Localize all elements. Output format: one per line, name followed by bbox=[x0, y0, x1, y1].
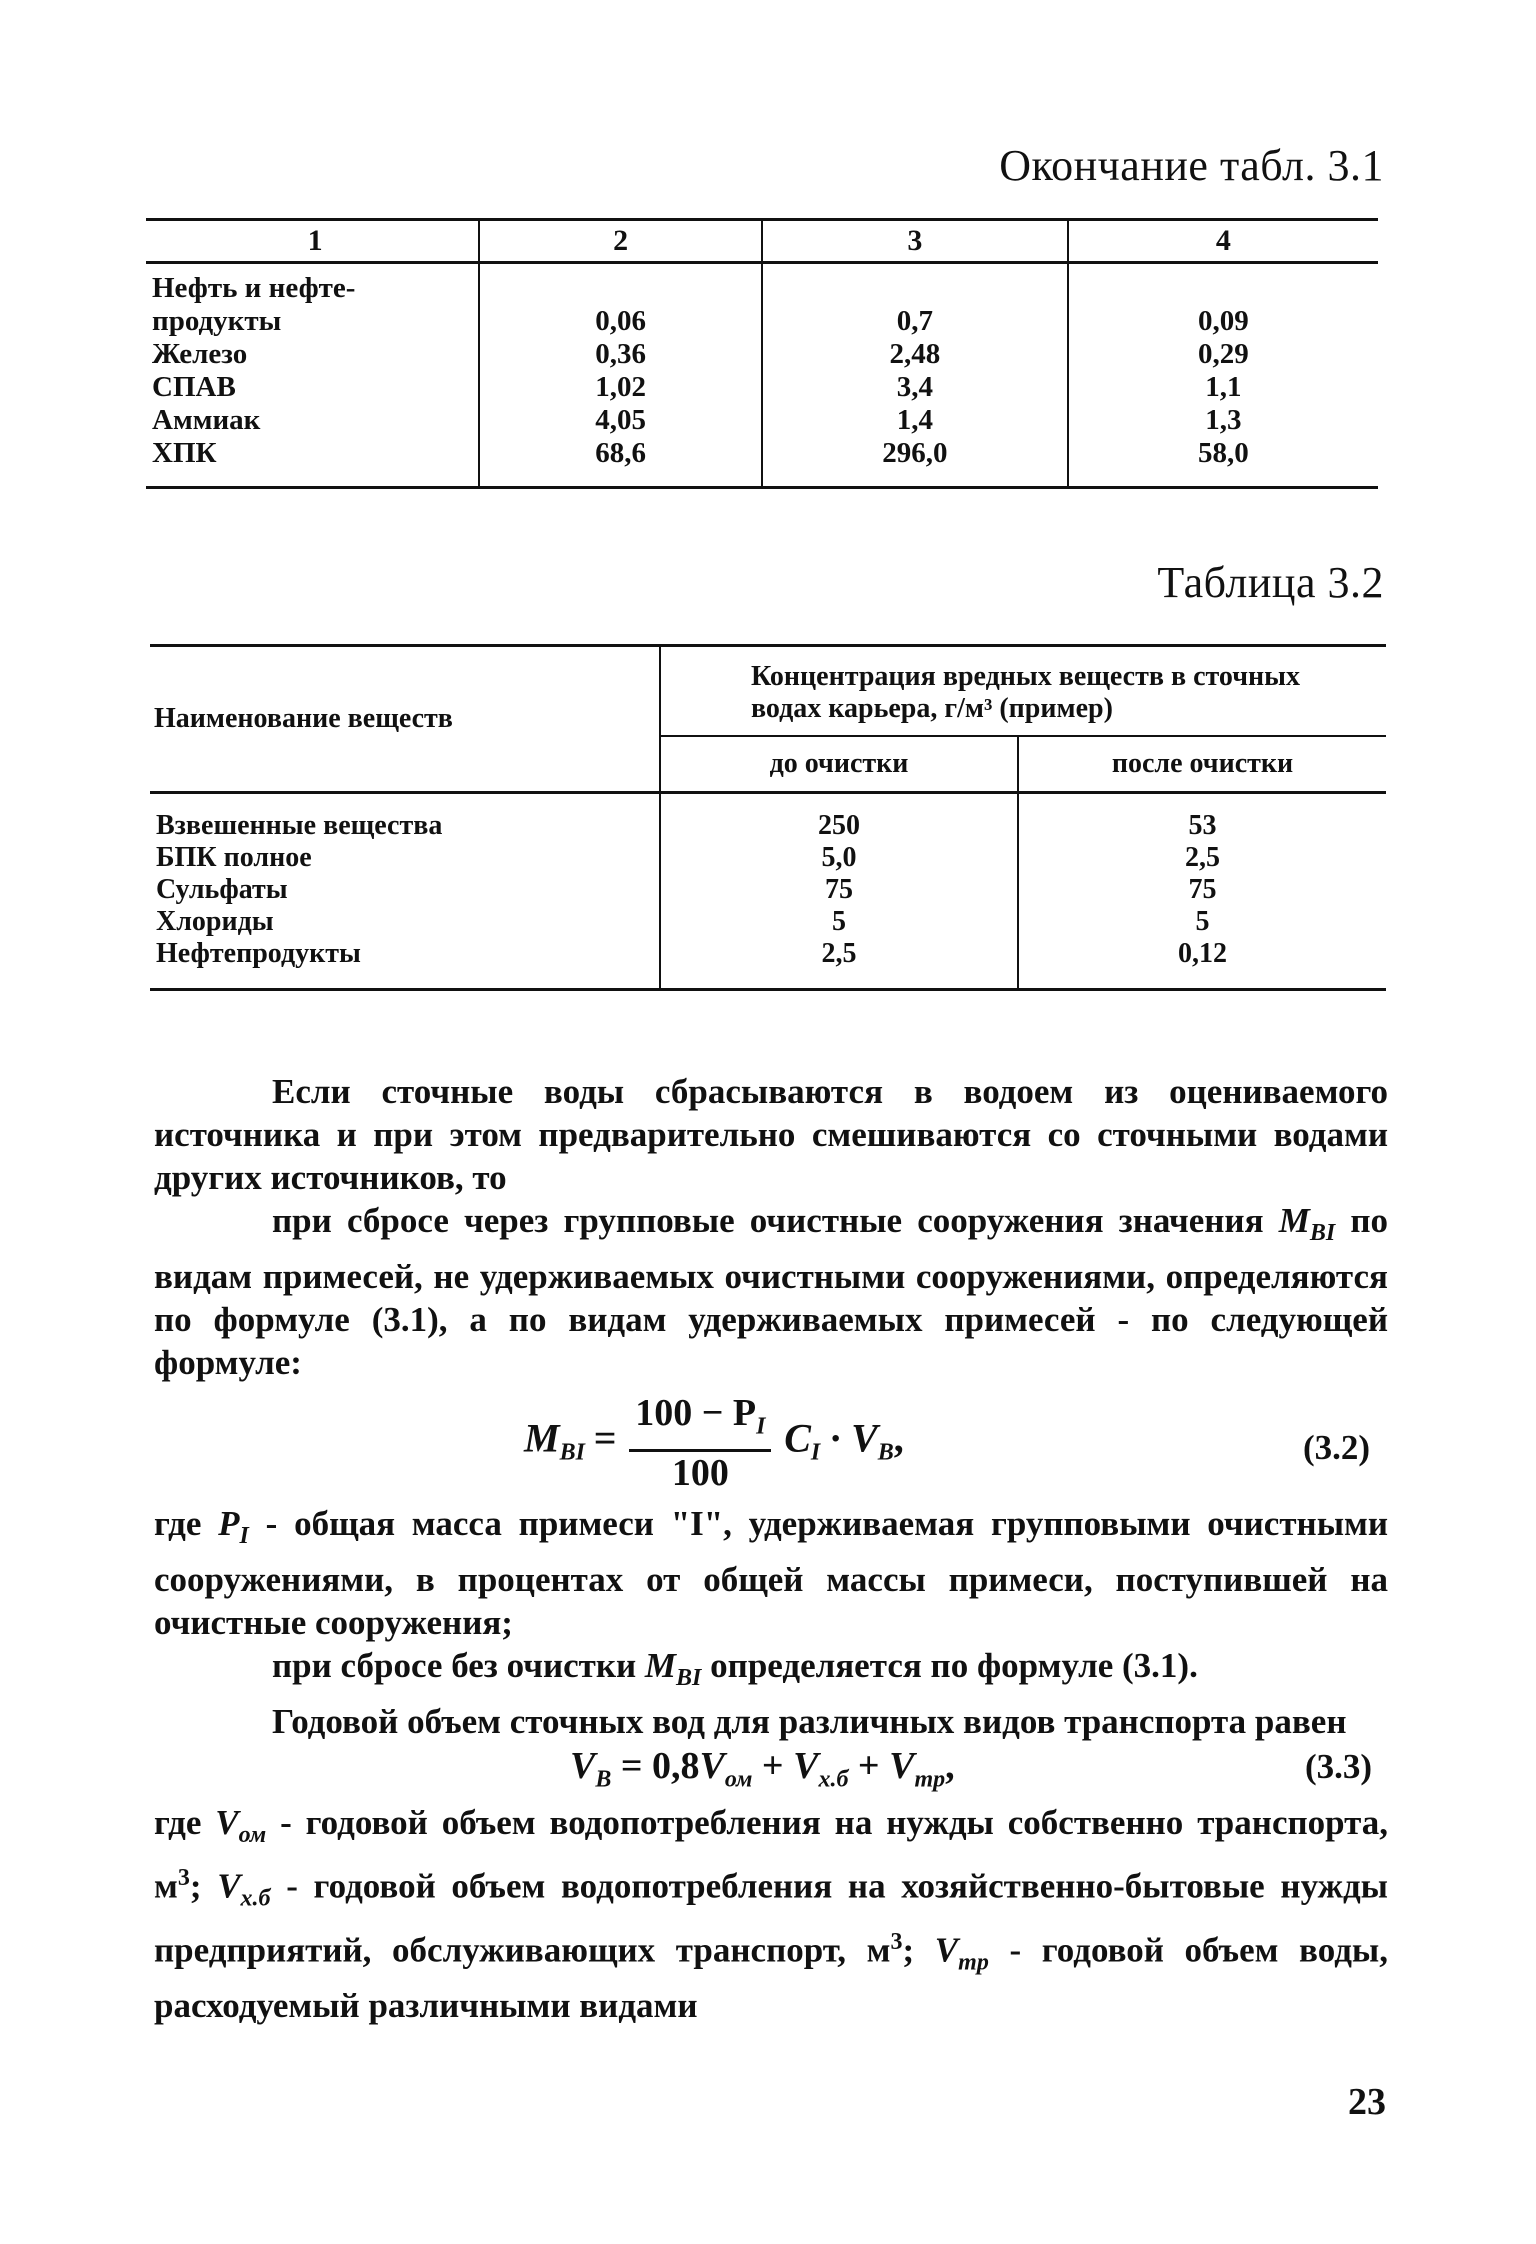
header-after-treatment: после очистки bbox=[1018, 736, 1386, 793]
equation-number: (3.3) bbox=[1304, 1747, 1372, 1786]
formula-3-2 bbox=[154, 1386, 1388, 1496]
column-3-values: 0,7 2,48 3,4 1,4 296,0 bbox=[762, 263, 1068, 488]
paragraph: Если сточные воды сбрасываются в водоем из оцениваемого источника и при этом предварительно смешиваются со сточными водами других источников, то bbox=[154, 1072, 1388, 1197]
body-text bbox=[154, 1070, 1388, 2027]
header-before-treatment: до очистки bbox=[660, 736, 1018, 793]
column-2-values: 0,06 0,36 1,02 4,05 68,6 bbox=[479, 263, 762, 488]
equation-number: (3.2) bbox=[1302, 1428, 1370, 1467]
paragraph: при сбросе без очистки $M_{BI}$ определяется по формуле (3.1). bbox=[272, 1646, 1198, 1691]
table-row bbox=[146, 263, 1378, 488]
table-3-1-continuation bbox=[146, 218, 1378, 489]
paragraph: где $V_{ом}$ - годовой объем водопотребления на нужды собственно транспорта, $м^3$; $V_{х.б}$ - годовой объем водопотребления на хозяйственно-бытовые нужды предприятий, обслуживающих транспорт, $м^3$; $V_{тр}$ - годовой объем воды, расходуемый различными видами bbox=[154, 1803, 1389, 2026]
table-3-2 bbox=[150, 644, 1386, 991]
table-header-cell: 4 bbox=[1068, 220, 1378, 263]
substance-names: Взвешенные вещества БПК полное Сульфаты Хлориды Нефтепродукты bbox=[150, 793, 660, 990]
table-caption-continuation: Окончание табл. 3.1 bbox=[999, 141, 1384, 190]
column-4-values: 0,09 0,29 1,1 1,3 58,0 bbox=[1068, 263, 1378, 488]
table-header-cell: 1 bbox=[146, 220, 479, 263]
table-row bbox=[150, 793, 1386, 990]
table-header-cell: 3 bbox=[762, 220, 1068, 263]
paragraph: при сбросе через групповые очистные сооружения значения $M_{BI}$ по видам примесей, не удерживаемых очистными сооружениями, определяются по формуле (3.1), а по видам удерживаемых примесей - по следующей формуле: bbox=[154, 1201, 1388, 1382]
header-concentration: Концентрация вредных веществ в сточных водах карьера, г/м³ (пример) bbox=[660, 646, 1386, 737]
header-substance-name: Наименование веществ bbox=[150, 646, 660, 793]
paragraph: Годовой объем сточных вод для различных видов транспорта равен bbox=[272, 1702, 1347, 1741]
after-values: 53 2,5 75 5 0,12 bbox=[1018, 793, 1386, 990]
substance-names: Нефть и нефте- продукты Железо СПАВ Аммиак ХПК bbox=[146, 263, 479, 488]
formula-expression: $M_{BI}$ = $\frac{100 - P_I}{100}$ $C_I \cdot V_B$, bbox=[524, 1392, 904, 1494]
table-caption-3-2: Таблица 3.2 bbox=[1157, 558, 1384, 607]
table-header-cell: 2 bbox=[479, 220, 762, 263]
fraction: $\frac{100 - P_I}{100}$ bbox=[629, 1392, 771, 1495]
formula-3-3 bbox=[154, 1743, 1388, 1801]
paragraph: где $P_I$ - общая масса примеси "I", удерживаемая групповыми очистными сооружениями, в процентах от общей массы примеси, поступившей на очистные сооружения; bbox=[154, 1504, 1389, 1642]
page-number: 23 bbox=[1348, 2081, 1386, 2123]
formula-expression: $V_B = 0,8V_{ом} + V_{х.б} + V_{тр}$, bbox=[570, 1745, 955, 1793]
before-values: 250 5,0 75 5 2,5 bbox=[660, 793, 1018, 990]
